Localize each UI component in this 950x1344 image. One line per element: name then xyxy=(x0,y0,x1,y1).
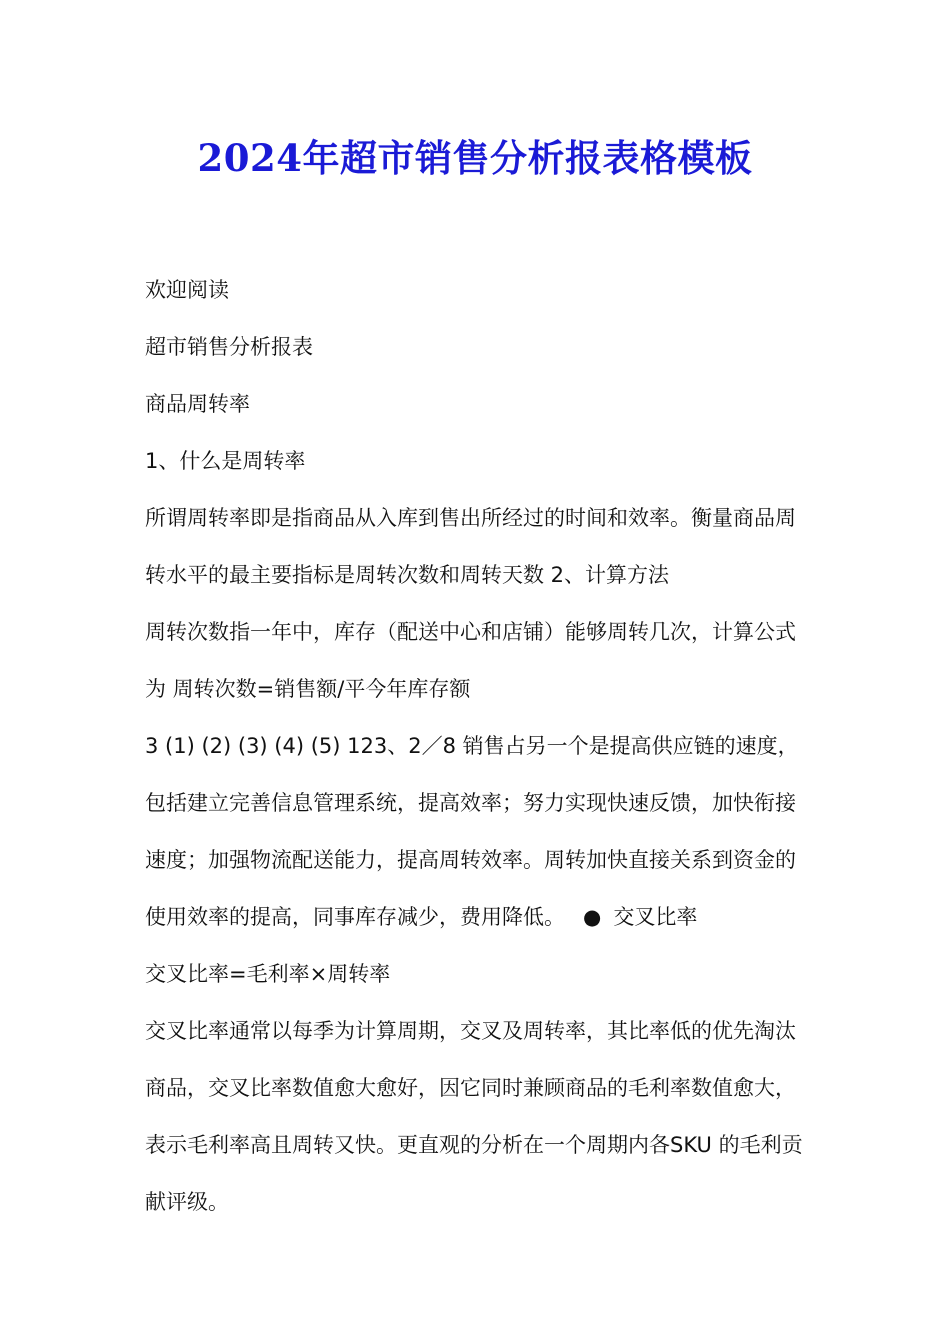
bullet-text: 交叉比率 xyxy=(613,905,698,929)
paragraph-cross-ratio-formula: 交叉比率=毛利率×周转率 xyxy=(145,962,391,986)
paragraph-supply-chain xyxy=(145,718,810,946)
document-body xyxy=(145,262,810,1231)
paragraph-report-name: 超市销售分析报表 xyxy=(145,335,313,359)
paragraph-definition: 所谓周转率即是指商品从入库到售出所经过的时间和效率。衡量商品周转水平的最主要指标是周转次数和周转天数 2、计算方法 xyxy=(145,506,796,587)
document-title: 2024年超市销售分析报表格模板 xyxy=(197,136,753,180)
paragraph-section-heading: 商品周转率 xyxy=(145,392,250,416)
paragraph-supply-chain-text: 3 (1) (2) (3) (4) (5) 123、2／8 销售占另一个是提高供应链的速度，包括建立完善信息管理系统，提高效率；努力实现快速反馈，加快衔接速度；加强物流配送能力，提高周转效率。周转加快直接关系到资金的使用效率的提高，同事库存减少，费用降低。 xyxy=(145,734,799,929)
bullet-icon: ● xyxy=(583,905,602,929)
paragraph-cross-ratio-explanation: 交叉比率通常以每季为计算周期，交叉及周转率，其比率低的优先淘汰商品，交叉比率数值愈大愈好，因它同时兼顾商品的毛利率数值愈大，表示毛利率高且周转又快。更直观的分析在一个周期内各SKU 的毛利贡献评级。 xyxy=(145,1019,803,1214)
paragraph-formula: 周转次数指一年中，库存（配送中心和店铺）能够周转几次，计算公式为 周转次数=销售额/平今年库存额 xyxy=(145,620,796,701)
paragraph-question: 1、什么是周转率 xyxy=(145,449,306,473)
paragraph-welcome: 欢迎阅读 xyxy=(145,278,229,302)
